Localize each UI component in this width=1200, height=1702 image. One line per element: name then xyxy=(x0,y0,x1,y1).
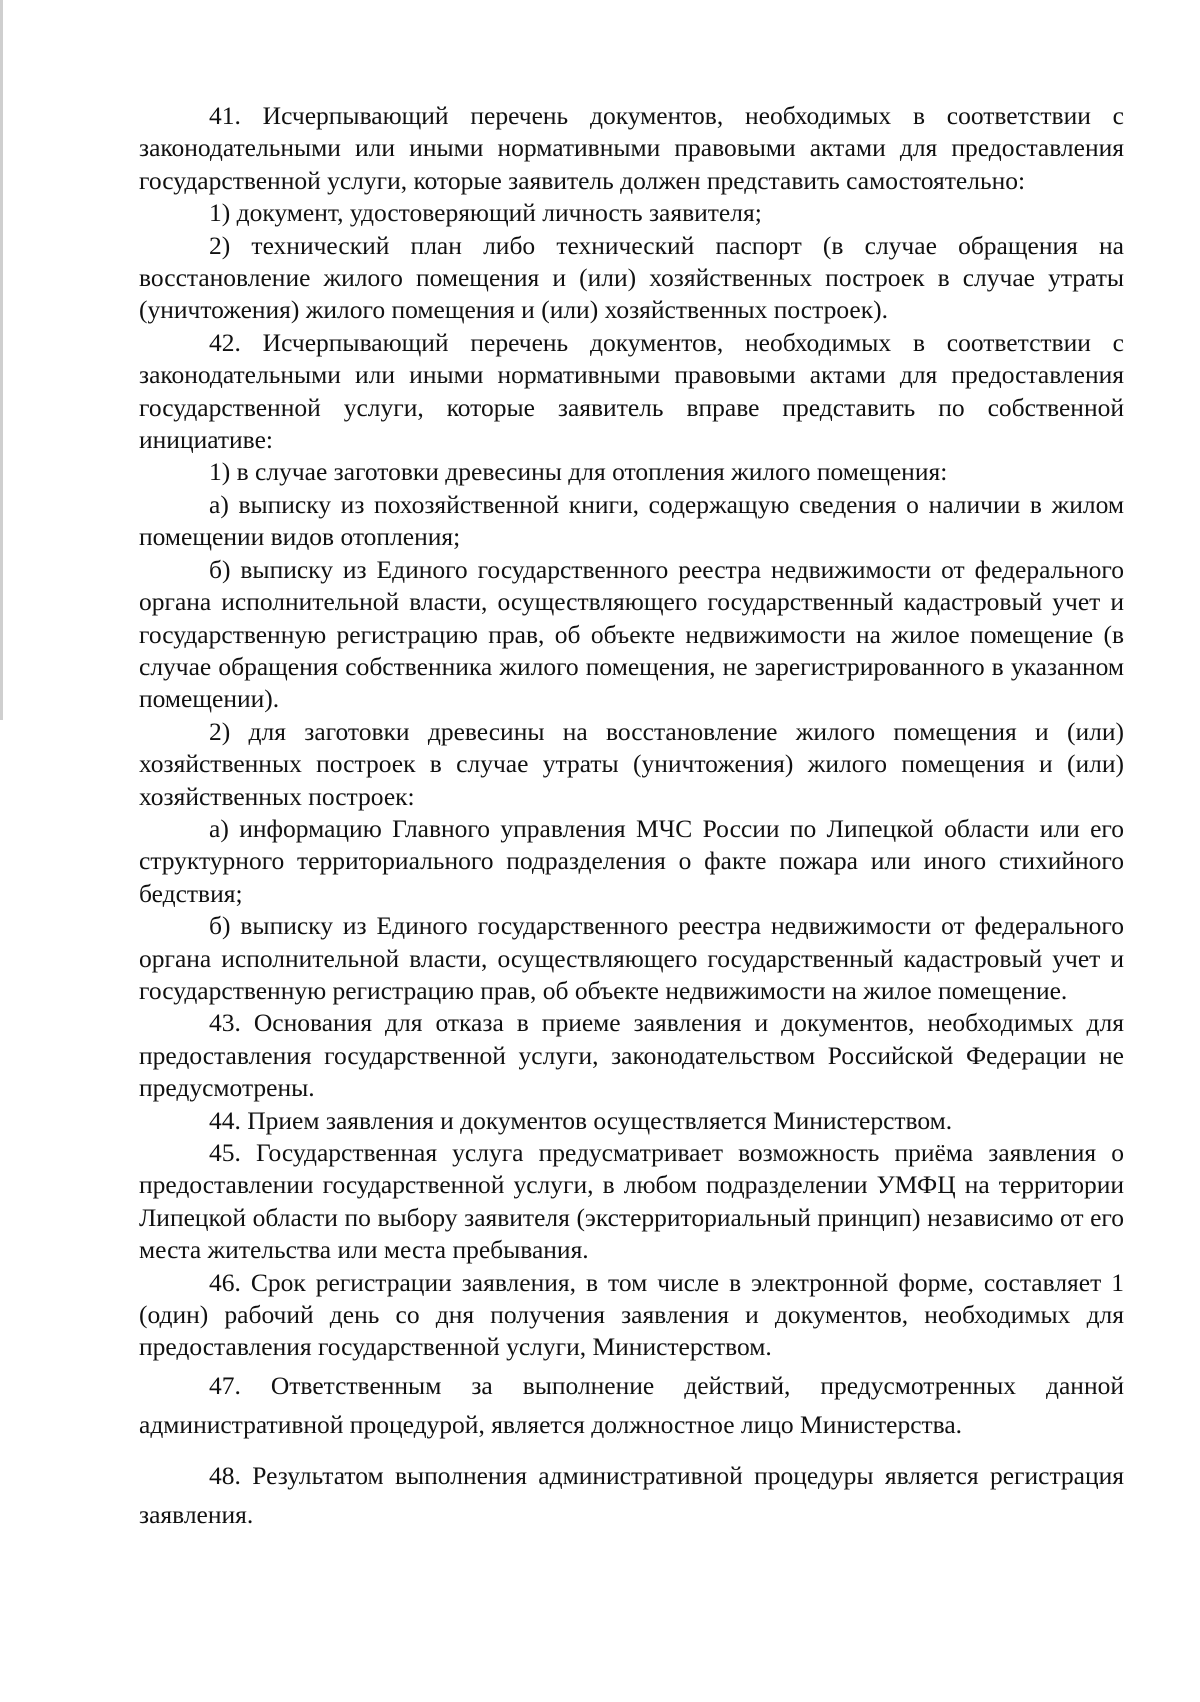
paragraph-48: 48. Результатом выполнения административной процедуры является регистрация заявления. xyxy=(139,1460,1124,1529)
paragraph-44: 44. Прием заявления и документов осуществляется Министерством. xyxy=(209,1105,953,1135)
paragraph-41-item-2: 2) технический план либо технический паспорт (в случае обращения на восстановление жилого помещения и (или) хозяйственных построек в случае утраты (уничтожения) жилого помещения и (или) хозяйственных построек). xyxy=(139,230,1124,325)
paragraph-41-item-1: 1) документ, удостоверяющий личность заявителя; xyxy=(209,198,762,228)
document-body xyxy=(139,100,1124,1534)
paragraph-42-item-2a: а) информацию Главного управления МЧС России по Липецкой области или его структурного территориального подразделения о факте пожара или иного стихийного бедствия; xyxy=(139,813,1124,908)
paragraph-42-item-2b: б) выписку из Единого государственного реестра недвижимости от федерального органа исполнительной власти, осуществляющего государственный кадастровый учет и государственную регистрацию прав, об объекте недвижимости на жилое помещение. xyxy=(139,911,1124,1005)
paragraph-42: 42. Исчерпывающий перечень документов, необходимых в соответствии с законодательными или иными нормативными правовыми актами для предоставления государственной услуги, которые заявитель вправе представить по собственной инициативе: xyxy=(139,327,1124,455)
paragraph-43: 43. Основания для отказа в приеме заявления и документов, необходимых для предоставления государственной услуги, законодательством Российской Федерации не предусмотрены. xyxy=(139,1008,1124,1103)
paragraph-42-item-1a: а) выписку из похозяйственной книги, содержащую сведения о наличии в жилом помещении видов отопления; xyxy=(139,489,1124,552)
paragraph-42-item-2: 2) для заготовки древесины на восстановление жилого помещения и (или) хозяйственных построек в случае утраты (уничтожения) жилого помещения и (или) хозяйственных построек: xyxy=(139,716,1124,811)
paragraph-41: 41. Исчерпывающий перечень документов, необходимых в соответствии с законодательными или иными нормативными правовыми актами для предоставления государственной услуги, которые заявитель должен представить самостоятельно: xyxy=(139,101,1124,195)
paragraph-42-item-1b: б) выписку из Единого государственного реестра недвижимости от федерального органа исполнительной власти, осуществляющего государственный кадастровый учет и государственную регистрацию прав, об объекте недвижимости на жилое помещение (в случае обращения собственника жилого помещения, не зарегистрированного в указанном помещении). xyxy=(139,554,1124,714)
paragraph-47: 47. Ответственным за выполнение действий, предусмотренных данной административной процедурой, является должностное лицо Министерства. xyxy=(139,1370,1124,1439)
scan-edge-shadow xyxy=(0,0,3,720)
paragraph-46: 46. Срок регистрации заявления, в том числе в электронной форме, составляет 1 (один) рабочий день со дня получения заявления и документов, необходимых для предоставления государственной услуги, Министерством. xyxy=(139,1267,1124,1362)
paragraph-42-item-1: 1) в случае заготовки древесины для отопления жилого помещения: xyxy=(209,457,948,487)
paragraph-45: 45. Государственная услуга предусматривает возможность приёма заявления о предоставлении государственной услуги, в любом подразделении УМФЦ на территории Липецкой области по выбору заявителя (экстерриториальный принцип) независимо от его места жительства или места пребывания. xyxy=(139,1138,1124,1265)
